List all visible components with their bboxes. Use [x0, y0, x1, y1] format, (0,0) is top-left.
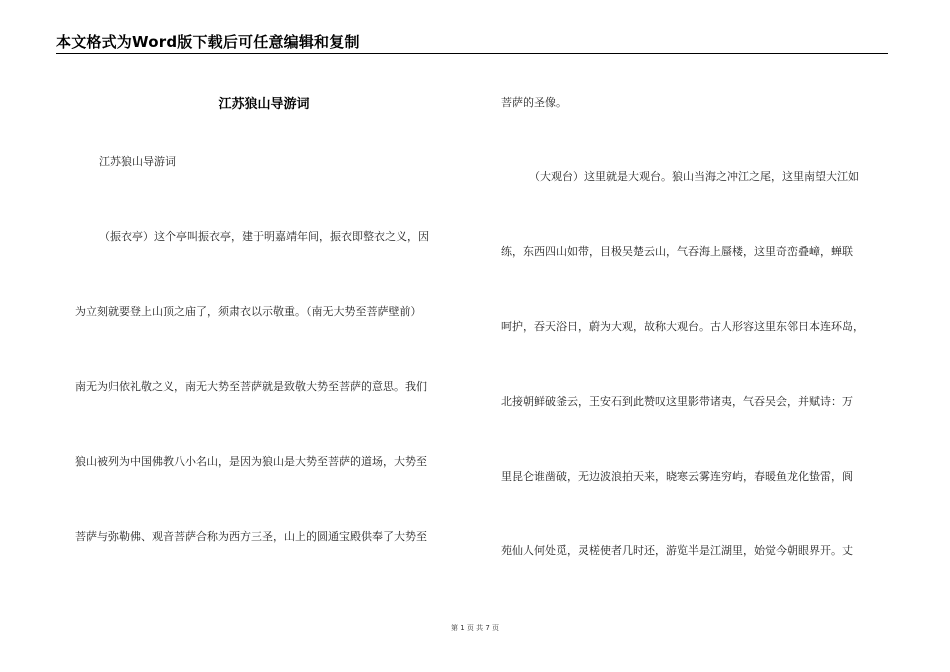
paragraph-line: 呵护，吞天浴日，蔚为大观，故称大观台。古人形容这里东邻日本连环岛，: [501, 320, 864, 333]
document-header-banner: 本文格式为Word版下载后可任意编辑和复制: [56, 33, 360, 51]
paragraph-line: （大观台）这里就是大观台。狼山当海之冲江之尾，这里南望大江如: [529, 170, 859, 183]
paragraph-line: 狼山被列为中国佛教八小名山，是因为狼山是大势至菩萨的道场，大势至: [75, 455, 427, 468]
paragraph-line: （振衣亭）这个亭叫振衣亭，建于明嘉靖年间，振衣即整衣之义，因: [99, 230, 429, 243]
paragraph-line: 江苏狼山导游词: [99, 155, 176, 168]
header-divider: [56, 53, 888, 54]
document-title: 江苏狼山导游词: [218, 97, 310, 112]
paragraph-line: 菩萨与弥勒佛、观音菩萨合称为西方三圣，山上的圆通宝殿供奉了大势至: [75, 530, 427, 543]
page-number-footer: 第 1 页 共 7 页: [450, 624, 500, 632]
paragraph-line: 苑仙人何处觅，灵槎使者几时还，游览半是江湖里，始觉今朝眼界开。丈: [501, 544, 853, 557]
paragraph-line: 南无为归依礼敬之义，南无大势至菩萨就是致敬大势至菩萨的意思。我们: [75, 380, 427, 393]
paragraph-line: 菩萨的圣像。: [501, 96, 567, 109]
paragraph-line: 北接朝鲜破釜云，王安石到此赞叹这里影带诸夷，气吞吴会，并赋诗：万: [501, 395, 853, 408]
paragraph-line: 为立刻就要登上山顶之庙了，须肃衣以示敬重。（南无大势至菩萨壁前）: [75, 305, 422, 318]
paragraph-line: 练，东西四山如带，目极吴楚云山，气吞海上蜃楼，这里奇峦叠嶂，蝉联: [501, 245, 853, 258]
paragraph-line: 里昆仑谁凿破，无边波浪拍天来，晓寒云雾连穷屿，春暖鱼龙化蛰雷，阆: [501, 470, 853, 483]
